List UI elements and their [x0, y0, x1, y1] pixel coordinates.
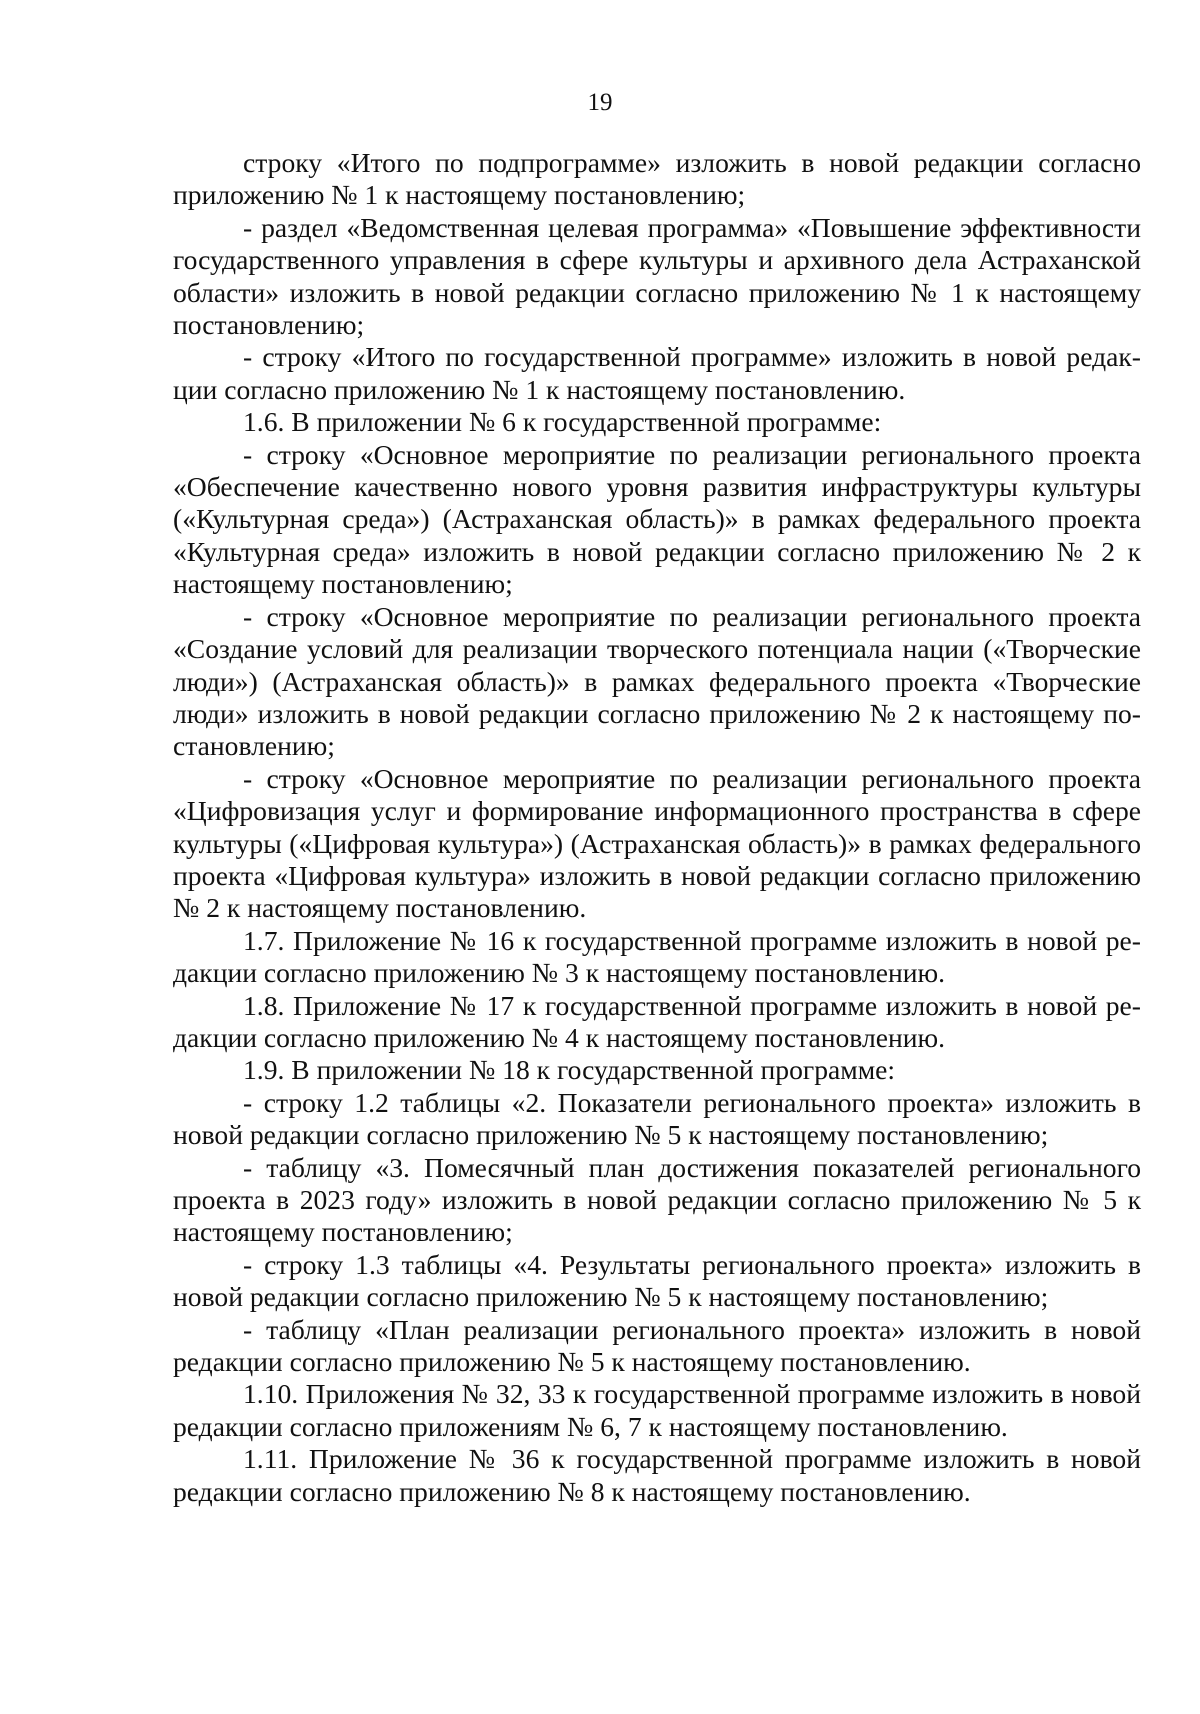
- paragraph-1-9-heading: 1.9. В приложении № 18 к государственной программе:: [243, 1054, 896, 1086]
- paragraph-implementation-plan: - таблицу «План реализации регионального проекта» изложить в новой редакции согласно приложению № 5 к настоящему постановлению.: [173, 1313, 1141, 1378]
- paragraph-table-3-monthly-plan: - таблицу «3. Помесячный план достижения показателей регионального проекта в 2023 году» изложить в новой редакции согласно приложению № 5 к настоящему постановлению;: [173, 1151, 1141, 1248]
- paragraph-1-10: 1.10. Приложения № 32, 33 к государственной программе изложить в новой редакции согласно приложениям № 6, 7 к настоящему постановлению.: [173, 1378, 1141, 1442]
- paragraph-state-program-total: - строку «Итого по государственной программе» изложить в новой редакции согласно приложению № 1 к настоящему постановлению.: [173, 341, 1141, 405]
- paragraph-1-8: 1.8. Приложение № 17 к государственной программе изложить в новой редакции согласно приложению № 4 к настоящему постановлению.: [173, 989, 1141, 1053]
- paragraph-table-4-row-1-3: - строку 1.3 таблицы «4. Результаты регионального проекта» изложить в новой редакции согласно приложению № 5 к настоящему постановлению;: [173, 1248, 1141, 1313]
- paragraph-subprogram-total: строку «Итого по подпрограмме» изложить в новой редакции согласно приложению № 1 к настоящему постановлению;: [173, 147, 1141, 211]
- paragraph-culture-environment: - строку «Основное мероприятие по реализации регионального проекта «Обеспечение качественно нового уровня развития инфраструктуры культуры («Культурная среда») (Астраханская область)» в рамках федерального проекта «Культурная среда» изложить в новой редакции согласно приложению № 2 к настоящему постановлению;: [173, 438, 1141, 600]
- paragraph-departmental-program: - раздел «Ведомственная целевая программа» «Повышение эффективности государственного управления в сфере культуры и архивного дела Астраханской области» изложить в новой редакции согласно приложению № 1 к настоящему постановлению;: [173, 211, 1141, 341]
- paragraph-1-7: 1.7. Приложение № 16 к государственной программе изложить в новой редакции согласно приложению № 3 к настоящему постановлению.: [173, 924, 1141, 989]
- paragraph-digital-culture: - строку «Основное мероприятие по реализации регионального проекта «Цифровизация услуг и формирование информационного пространства в сфере культуры («Цифровая культура») (Астраханская область)» в рамках федерального проекта «Цифровая культура» изложить в новой редакции согласно приложению № 2 к настоящему постановлению.: [173, 762, 1141, 924]
- page-number: 19: [587, 89, 613, 116]
- paragraph-1-6-heading: 1.6. В приложении № 6 к государственной программе:: [243, 406, 882, 438]
- paragraph-creative-people: - строку «Основное мероприятие по реализации регионального проекта «Создание условий для реализации творческого потенциала нации («Творческие люди») (Астраханская область)» в рамках федерального проекта «Творческие люди» изложить в новой редакции согласно приложению № 2 к настоящему постановлению;: [173, 600, 1141, 762]
- paragraph-1-11: 1.11. Приложение № 36 к государственной программе изложить в новой редакции согласно приложению № 8 к настоящему постановлению.: [173, 1443, 1141, 1507]
- document-body: [173, 147, 1141, 1508]
- paragraph-table-2-row-1-2: - строку 1.2 таблицы «2. Показатели регионального проекта» изложить в новой редакции согласно приложению № 5 к настоящему постановлению;: [173, 1086, 1141, 1151]
